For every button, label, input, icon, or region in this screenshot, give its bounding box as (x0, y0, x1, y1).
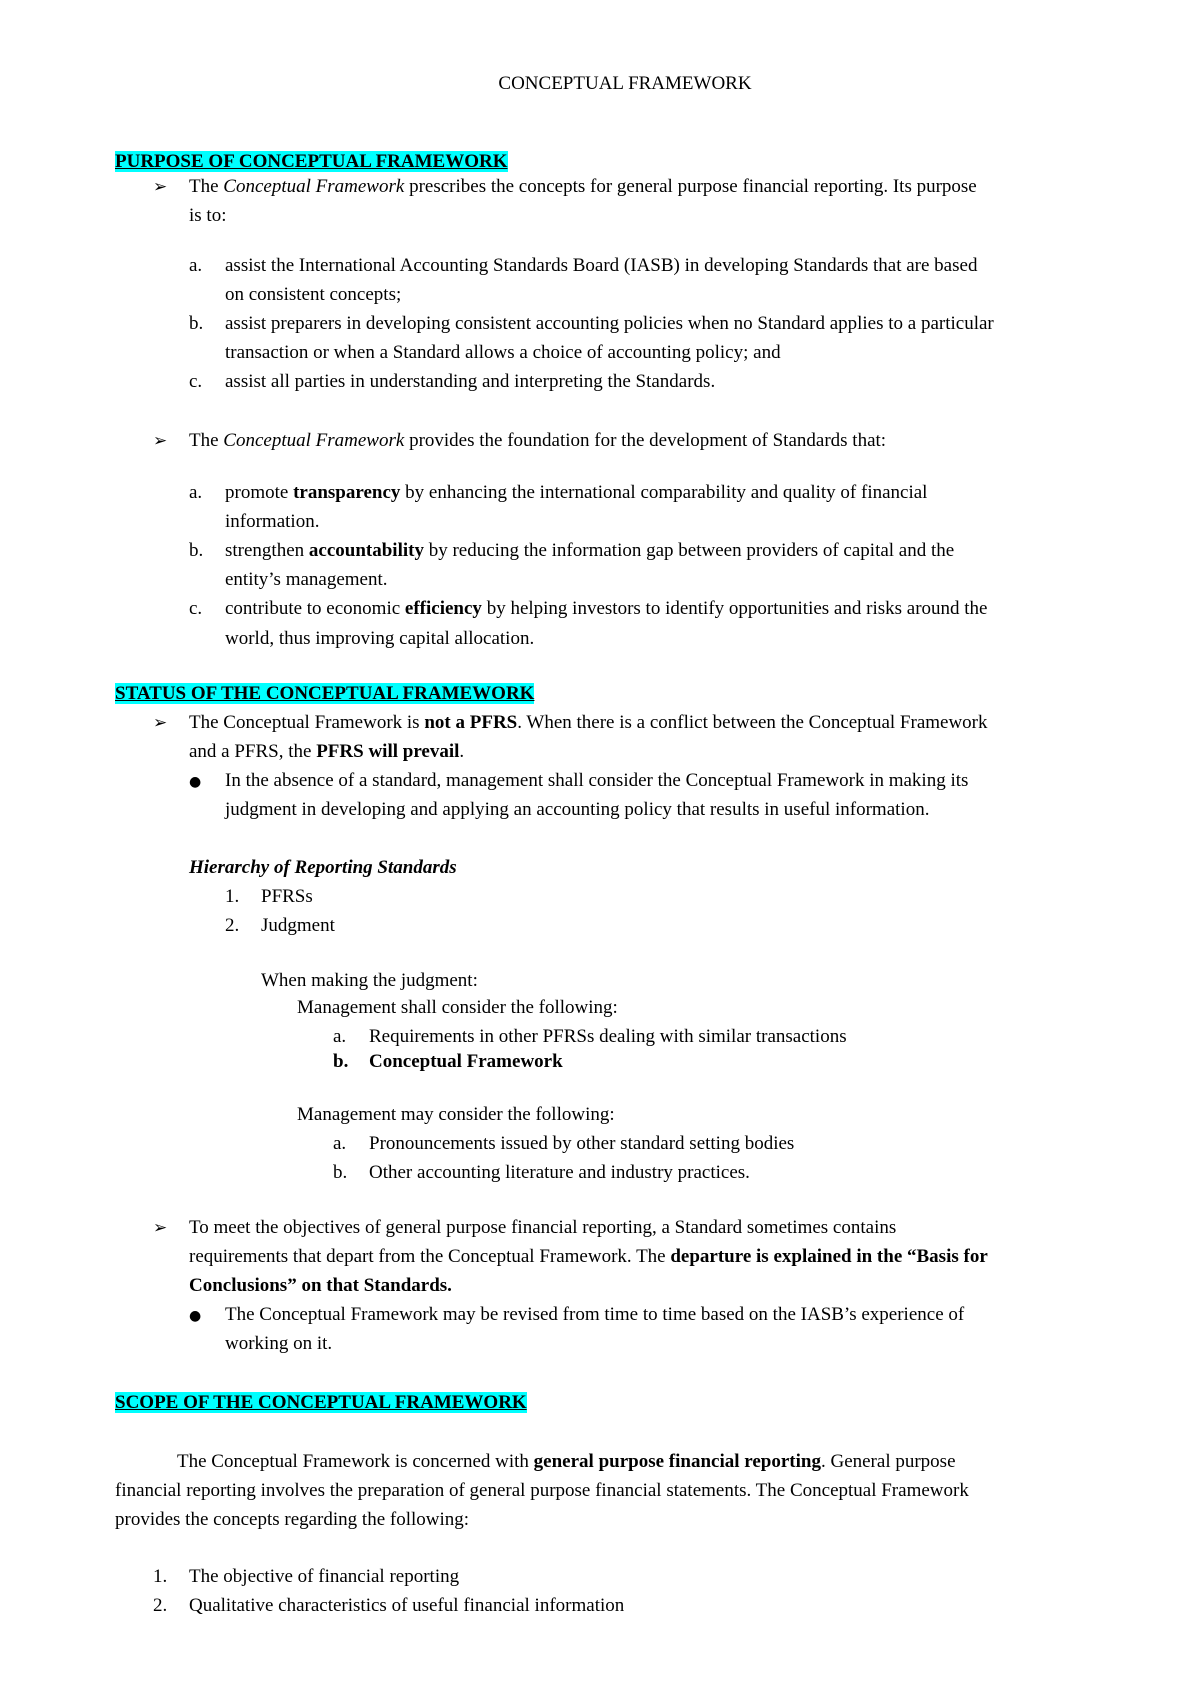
section-heading-purpose: PURPOSE OF CONCEPTUAL FRAMEWORK (115, 151, 508, 172)
section-heading-scope: SCOPE OF THE CONCEPTUAL FRAMEWORK (115, 1392, 527, 1413)
list-item: Other accounting literature and industry practices. (369, 1162, 750, 1183)
list-marker: b. (189, 540, 204, 561)
list-marker: a. (189, 255, 203, 276)
list-marker: b. (333, 1051, 349, 1072)
list-marker: c. (189, 598, 203, 619)
list-item-cont: entity’s management. (225, 569, 388, 590)
purpose-paragraph-2: The Conceptual Framework provides the foundation for the development of Standards that: (189, 430, 887, 451)
list-marker: 2. (225, 915, 240, 936)
hierarchy-title: Hierarchy of Reporting Standards (189, 857, 457, 878)
list-item: Qualitative characteristics of useful financial information (189, 1595, 625, 1616)
list-item: promote transparency by enhancing the international comparability and quality of financial (225, 482, 928, 503)
list-item-cont: transaction or when a Standard allows a choice of accounting policy; and (225, 342, 781, 363)
section-heading-status: STATUS OF THE CONCEPTUAL FRAMEWORK (115, 683, 535, 704)
bullet-item: In the absence of a standard, management shall consider the Conceptual Framework in making its (225, 770, 969, 791)
may-intro: Management may consider the following: (297, 1104, 615, 1125)
list-item: assist all parties in understanding and interpreting the Standards. (225, 371, 716, 392)
purpose-paragraph-1: The Conceptual Framework prescribes the concepts for general purpose financial reporting. Its purpose (189, 176, 977, 197)
arrow-bullet-icon: ➢ (153, 1218, 168, 1238)
dot-bullet-icon: ● (189, 774, 202, 790)
judgment-intro: When making the judgment: (261, 970, 478, 991)
arrow-bullet-icon: ➢ (153, 713, 168, 733)
list-item-cont: world, thus improving capital allocation. (225, 628, 535, 649)
list-marker: 2. (153, 1595, 168, 1616)
list-marker: a. (189, 482, 203, 503)
list-marker: 1. (153, 1566, 168, 1587)
status-paragraph-2-cont: Conclusions” on that Standards. (189, 1275, 452, 1296)
list-item: assist the International Accounting Standards Board (IASB) in developing Standards that are based (225, 255, 978, 276)
list-marker: b. (189, 313, 204, 334)
bullet-item-cont: working on it. (225, 1333, 333, 1354)
page-title: CONCEPTUAL FRAMEWORK (498, 73, 752, 94)
shall-intro: Management shall consider the following: (297, 997, 618, 1018)
status-paragraph-2-cont: requirements that depart from the Conceptual Framework. The departure is explained in the “Basis for (189, 1246, 988, 1267)
list-marker: 1. (225, 886, 240, 907)
list-item: Judgment (261, 915, 335, 936)
list-item: The objective of financial reporting (189, 1566, 460, 1587)
list-marker: b. (333, 1162, 348, 1183)
bullet-item-cont: judgment in developing and applying an accounting policy that results in useful information. (225, 799, 930, 820)
list-item: Requirements in other PFRSs dealing with similar transactions (369, 1026, 847, 1047)
list-item: contribute to economic efficiency by helping investors to identify opportunities and risks around the (225, 598, 988, 619)
list-marker: a. (333, 1133, 347, 1154)
list-item: assist preparers in developing consistent accounting policies when no Standard applies to a particular (225, 313, 994, 334)
list-item: PFRSs (261, 886, 313, 907)
arrow-bullet-icon: ➢ (153, 177, 168, 197)
status-paragraph-1-cont: and a PFRS, the PFRS will prevail. (189, 741, 465, 762)
list-item-cont: information. (225, 511, 320, 532)
arrow-bullet-icon: ➢ (153, 431, 168, 451)
list-marker: a. (333, 1026, 347, 1047)
list-item: Conceptual Framework (369, 1051, 563, 1072)
list-item: Pronouncements issued by other standard setting bodies (369, 1133, 795, 1154)
status-paragraph-2: To meet the objectives of general purpose financial reporting, a Standard sometimes contains (189, 1217, 897, 1238)
status-paragraph-1: The Conceptual Framework is not a PFRS. When there is a conflict between the Conceptual Framework (189, 712, 988, 733)
scope-paragraph-cont: financial reporting involves the preparation of general purpose financial statements. The Conceptual Framework (115, 1480, 969, 1501)
list-marker: c. (189, 371, 203, 392)
scope-paragraph: The Conceptual Framework is concerned with general purpose financial reporting. General purpose (177, 1451, 956, 1472)
scope-paragraph-cont: provides the concepts regarding the following: (115, 1509, 470, 1530)
purpose-paragraph-1-cont: is to: (189, 205, 227, 226)
list-item-cont: on consistent concepts; (225, 284, 402, 305)
bullet-item: The Conceptual Framework may be revised from time to time based on the IASB’s experience of (225, 1304, 965, 1325)
dot-bullet-icon: ● (189, 1308, 202, 1324)
list-item: strengthen accountability by reducing the information gap between providers of capital and the (225, 540, 955, 561)
